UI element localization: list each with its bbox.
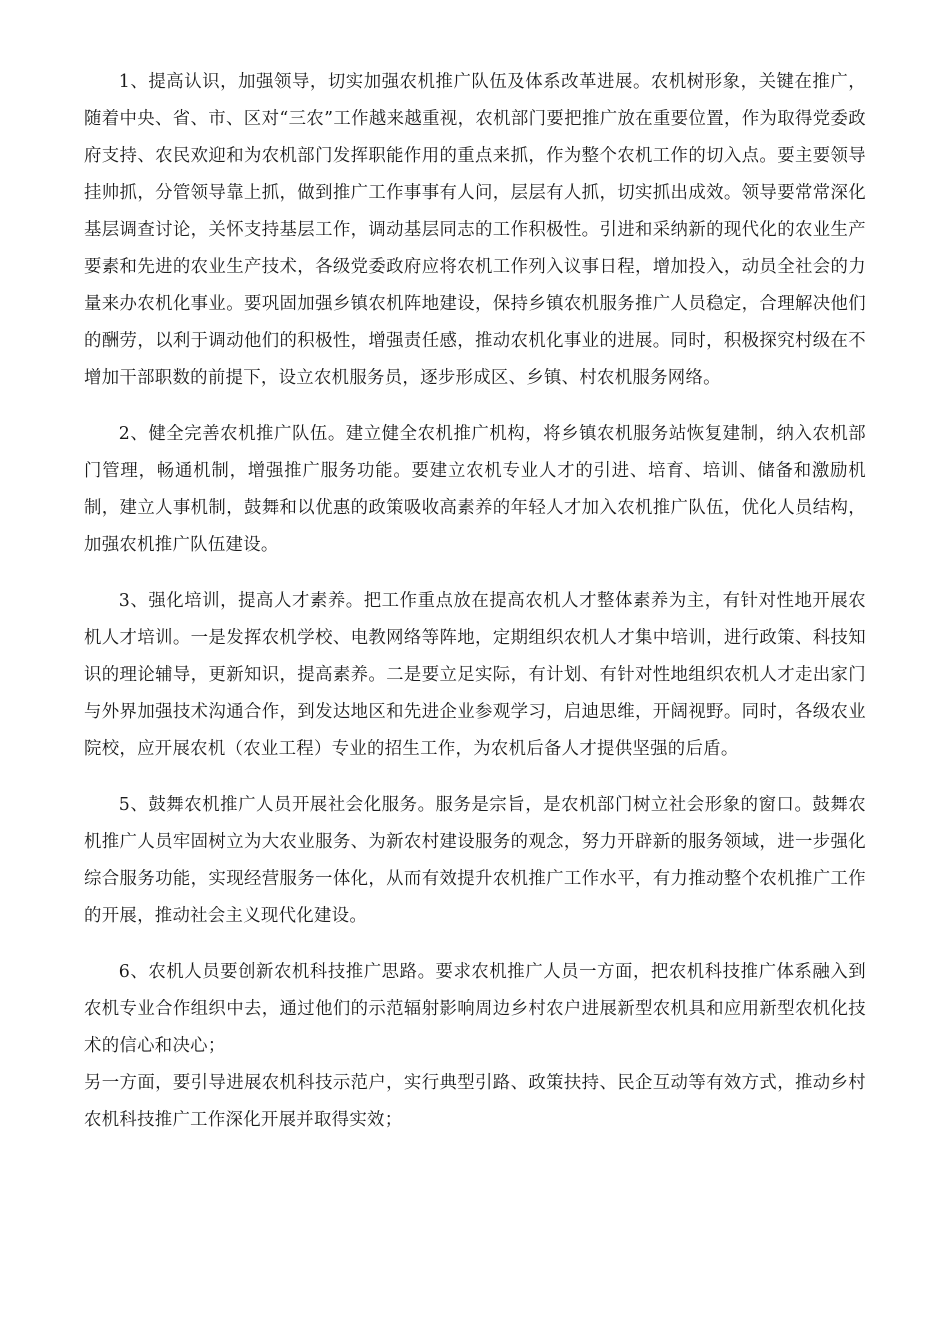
paragraph-1: 1、提高认识，加强领导，切实加强农机推广队伍及体系改革进展。农机树形象，关键在推广，随着中央、省、市、区对“三农”工作越来越重视，农机部门要把推广放在重要位置，作为取得党委政府支持、农民欢迎和为农机部门发挥职能作用的重点来抓，作为整个农机工作的切入点。要主要领导挂帅抓，分管领导靠上抓，做到推广工作事事有人问，层层有人抓，切实抓出成效。领导要常常深化基层调查讨论，关怀支持基层工作，调动基层同志的工作积极性。引进和采纳新的现代化的农业生产要素和先进的农业生产技术，各级党委政府应将农机工作列入议事日程，增加投入，动员全社会的力量来办农机化事业。要巩固加强乡镇农机阵地建设，保持乡镇农机服务推广人员稳定，合理解决他们的酬劳，以利于调动他们的积极性，增强责任感，推动农机化事业的进展。同时，积极探究村级在不增加干部职数的前提下，设立农机服务员，逐步形成区、乡镇、村农机服务网络。 [84, 72, 866, 388]
paragraph-6-continued: 另一方面，要引导进展农机科技示范户，实行典型引路、政策扶持、民企互动等有效方式，推动乡村农机科技推广工作深化开展并取得实效； [84, 1073, 866, 1130]
paragraph-5: 5、鼓舞农机推广人员开展社会化服务。服务是宗旨，是农机部门树立社会形象的窗口。鼓舞农机推广人员牢固树立为大农业服务、为新农村建设服务的观念，努力开辟新的服务领域，进一步强化综合服务功能，实现经营服务一体化，从而有效提升农机推广工作水平，有力推动整个农机推广工作的开展，推动社会主义现代化建设。 [84, 795, 866, 926]
paragraph-2: 2、健全完善农机推广队伍。建立健全农机推广机构，将乡镇农机服务站恢复建制，纳入农机部门管理，畅通机制，增强推广服务功能。要建立农机专业人才的引进、培育、培训、储备和激励机制，建立人事机制，鼓舞和以优惠的政策吸收高素养的年轻人才加入农机推广队伍，优化人员结构，加强农机推广队伍建设。 [84, 424, 866, 555]
document-body [84, 64, 866, 1139]
paragraph-3: 3、强化培训，提高人才素养。把工作重点放在提高农机人才整体素养为主，有针对性地开展农机人才培训。一是发挥农机学校、电教网络等阵地，定期组织农机人才集中培训，进行政策、科技知识的理论辅导，更新知识，提高素养。二是要立足实际，有计划、有针对性地组织农机人才走出家门与外界加强技术沟通合作，到发达地区和先进企业参观学习，启迪思维，开阔视野。同时，各级农业院校，应开展农机（农业工程）专业的招生工作，为农机后备人才提供坚强的后盾。 [84, 591, 866, 759]
paragraph-6: 6、农机人员要创新农机科技推广思路。要求农机推广人员一方面，把农机科技推广体系融入到农机专业合作组织中去，通过他们的示范辐射影响周边乡村农户进展新型农机具和应用新型农机化技术的信心和决心； [84, 962, 866, 1056]
